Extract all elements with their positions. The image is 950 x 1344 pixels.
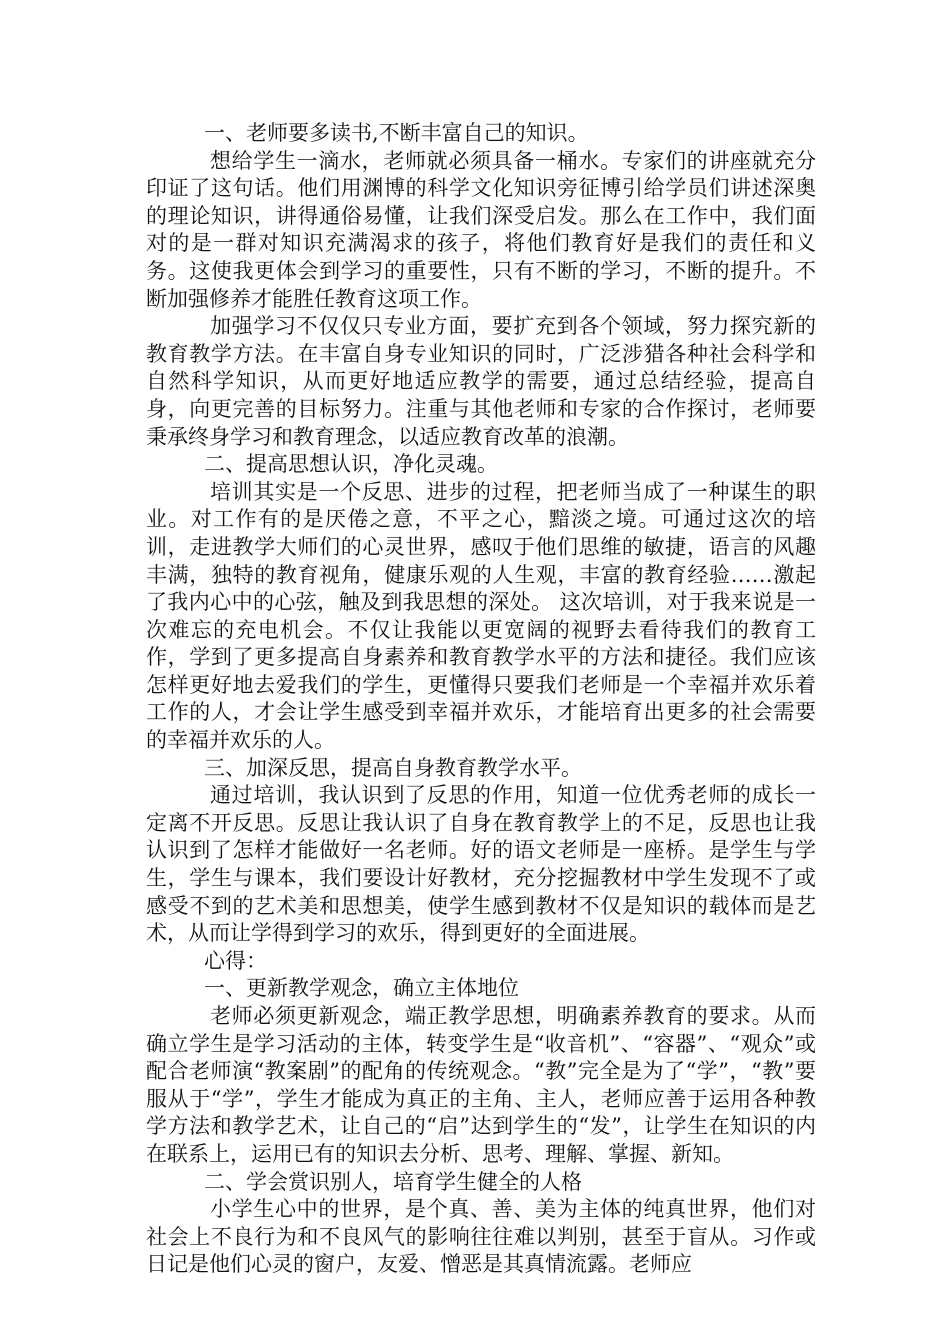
paragraph-1: 想给学生一滴水，老师就必须具备一桶水。专家们的讲座就充分印证了这句话。他们用渊博的科学文化知识旁征博引给学员们讲述深奥的理论知识，讲得通俗易懂，让我们深受启发。那么在工作中，我们面对的是一群对知识充满渴求的孩子，将他们教育好是我们的责任和义务。这使我更体会到学习的重要性，只有不断的学习，不断的提升。不断加强修养才能胜任教育这项工作。 xyxy=(146,148,816,311)
section-heading-4: 一、更新教学观念，确立主体地位 xyxy=(204,976,519,1001)
paragraph-3: 培训其实是一个反思、进步的过程，把老师当成了一种谋生的职业。对工作有的是厌倦之意，不平之心，黯淡之境。可通过这次的培训，走进教学大师们的心灵世界，感叹于他们思维的敏捷，语言的风趣丰满，独特的教育视角，健康乐观的人生观，丰富的教育经验……激起了我内心中的心弦，触及到我思想的深处。 这次培训，对于我来说是一次难忘的充电机会。不仅让我能以更宽阔的视野去看待我们的教育工作，学到了更多提高自身素养和教育教学水平的方法和捷径。我们应该怎样更好地去爱我们的学生，更懂得只要我们老师是一个幸福并欢乐着工作的人，才会让学生感受到幸福并欢乐，才能培育出更多的社会需要的幸福并欢乐的人。 xyxy=(146,479,816,753)
section-heading-3: 三、加深反思，提高自身教育教学水平。 xyxy=(204,755,582,780)
paragraph-6: 小学生心中的世界，是个真、善、美为主体的纯真世界，他们对社会上不良行为和不良风气的影响往往难以判别，甚至于盲从。习作或日记是他们心灵的窗户，友爱、憎恶是其真情流露。老师应 xyxy=(146,1197,816,1277)
paragraph-5: 老师必须更新观念，端正教学思想，明确素养教育的要求。从而确立学生是学习活动的主体，转变学生是“收音机”、“容器”、“观众”或配合老师演“教案剧”的配角的传统观念。“教”完全是为了“学”，“教”要服从于“学”，学生才能成为真正的主角、主人，老师应善于运用各种教学方法和教学艺术，让自己的“启”达到学生的“发”，让学生在知识的内在联系上，运用已有的知识去分析、思考、理解、掌握、新知。 xyxy=(146,1004,816,1166)
section-heading-5: 二、学会赏识别人，培育学生健全的人格 xyxy=(204,1169,582,1194)
paragraph-2: 加强学习不仅仅只专业方面，要扩充到各个领域，努力探究新的教育教学方法。在丰富自身专业知识的同时，广泛涉猎各种社会科学和自然科学知识，从而更好地适应教学的需要，通过总结经验，提高自身，向更完善的目标努力。注重与其他老师和专家的合作探讨，老师要秉承终身学习和教育理念，以适应教育改革的浪潮。 xyxy=(146,314,816,449)
document-body xyxy=(146,120,816,1279)
section-heading-2: 二、提高思想认识，净化灵魂。 xyxy=(204,452,498,477)
paragraph-4: 通过培训，我认识到了反思的作用，知道一位优秀老师的成长一定离不开反思。反思让我认识了自身在教育教学上的不足，反思也让我认识到了怎样才能做好一名老师。好的语文老师是一座桥。是学生与学生，学生与课本，我们要设计好教材，充分挖掘教材中学生发现不了或感受不到的艺术美和思想美，使学生感到教材不仅是知识的载体而是艺术，从而让学得到学习的欢乐，得到更好的全面进展。 xyxy=(146,783,816,946)
section-heading-xinde: 心得： xyxy=(204,948,267,973)
section-heading-1: 一、老师要多读书,不断丰富自己的知识。 xyxy=(204,121,589,145)
